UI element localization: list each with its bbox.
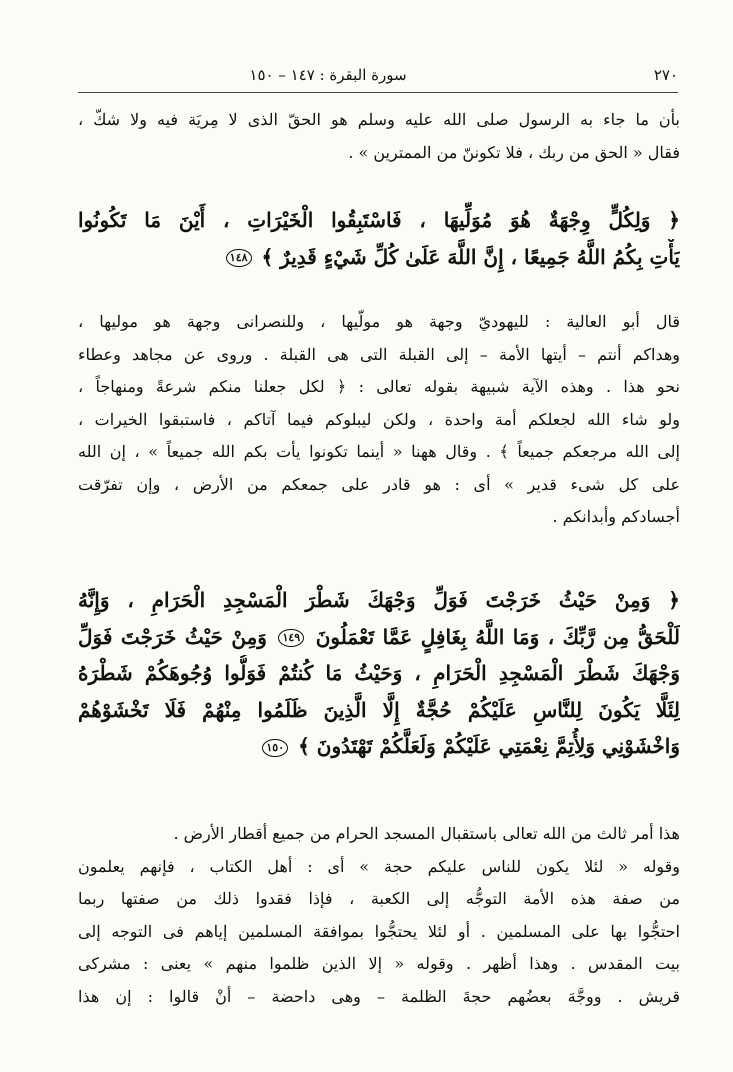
text-line: احتجُّوا بها على المسلمين . أو لئلا يحتجُّوا بموافقة المسلمين إياهم فى التوجه إلى [78,921,680,941]
commentary-150 [78,818,680,1013]
text-line: أجسادكم وأبدانكم . [552,507,680,526]
page-header [78,66,678,90]
intro-paragraph [78,104,680,169]
verse-line: ﴿ وَلِكُلٍّ وِجْهَةٌ هُوَ مُوَلِّيهَا ، فَاسْتَبِقُوا الْخَيْرَاتِ ، أَيْنَ مَا تَكُونُوا [78,208,680,232]
verse-line-text: وَمِنْ حَيْثُ خَرَجْتَ فَوَلِّ [78,624,267,649]
verse-number-marker: ١٤٨ [226,249,252,267]
text-line: وقوله « لئلا يكون للناس عليكم حجة » أى : أهل الكتاب ، فإنهم يعلمون [78,856,680,876]
verse-line: لِئَلَّا يَكُونَ لِلنَّاسِ عَلَيْكُمْ حُجَّةٌ إِلَّا الَّذِينَ ظَلَمُوا مِنْهُمْ فَلَا تَخْشَوْهُمْ [78,697,680,722]
text-line: وهداكم أنتم – أيتها الأمة – إلى القبلة التى هى القبلة . وروى عن مجاهد وعطاء [78,344,680,364]
verse-148 [78,202,680,275]
text-line: بيت المقدس . وهذا أظهر . وقوله « إلا الذين ظلموا منهم » يعنى : مشركى [78,954,680,973]
verse-line [78,619,680,656]
text-line: فقال « الحق من ربك ، فلا تكوننّ من الممترين » . [348,142,680,162]
text-line: هذا أمر ثالث من الله تعالى باستقبال المسجد الحرام من جميع أقطار الأرض . [173,824,680,843]
verse-line [78,239,680,276]
verse-line: ﴿ وَمِنْ حَيْثُ خَرَجْتَ فَوَلِّ وَجْهَكَ شَطْرَ الْمَسْجِدِ الْحَرَامِ ، وَإِنَّهُ [78,588,680,612]
text-line: بأن ما جاء به الرسول صلى الله عليه وسلم هو الحقّ الذى لا مِريَة فيه ولا شكّ ، [78,110,680,129]
page-number: ٢٧٠ [653,66,678,84]
text-line: ولو شاء الله لجعلكم أمة واحدة ، ولكن ليبلوكم فيما آتاكم ، فاستبقوا الخيرات ، [78,409,680,429]
text-line: قال أبو العالية : لليهوديّ وجهة هو مولّيها ، وللنصرانى وجهة هو موليها ، [78,312,680,331]
text-line: من صفة هذه الأمة التوجُّه إلى الكعبة ، فإذا فقدوا ذلك من صفتها ربما [78,889,680,908]
header-rule [78,92,678,93]
text-line: قريش . ووجَّهَ بعضُهم حجةَ الظلمة – وهى داحضة – أنْ قالوا : إن هذا [78,986,680,1006]
text-line: إلى الله مرجعكم جميعاً ﴾ . وقال ههنا « أينما تكونوا يأت بكم الله جميعاً » ، إن الله [78,442,680,461]
verse-line: وَجْهَكَ شَطْرَ الْمَسْجِدِ الْحَرَامِ ، وَحَيْثُ مَا كُنتُمْ فَوَلُّوا وُجُوهَكُمْ شَطْرَهُ [78,661,680,685]
verse-line-text: وَاخْشَوْنِي وَلِأُتِمَّ نِعْمَتِي عَلَيْكُمْ وَلَعَلَّكُمْ تَهْتَدُونَ ﴾ [298,734,680,758]
verse-line [78,728,680,765]
running-title: سورة البقرة : ١٤٧ – ١٥٠ [249,66,407,84]
verses-149-150 [78,582,680,765]
text-line: نحو هذا . وهذه الآية شبيهة بقوله تعالى : ﴿ لكل جعلنا منكم شرعةً ومنهاجاً ، [78,377,680,396]
verse-line-text: لَلْحَقُّ مِن رَّبِّكَ ، وَمَا اللَّهُ بِغَافِلٍ عَمَّا تَعْمَلُونَ [315,624,680,649]
text-line: على كل شىء قدير » أى : هو قادر على جمعكم من الأرض ، وإن تفرّقت [78,474,680,494]
verse-number-marker: ١٥٠ [262,739,288,757]
commentary-148 [78,306,680,534]
verse-line-text: يَأْتِ بِكُمُ اللَّهُ جَمِيعًا ، إِنَّ اللَّهَ عَلَىٰ كُلِّ شَيْءٍ قَدِيرٌ ﴾ [261,244,680,269]
verse-number-marker: ١٤٩ [278,629,304,647]
